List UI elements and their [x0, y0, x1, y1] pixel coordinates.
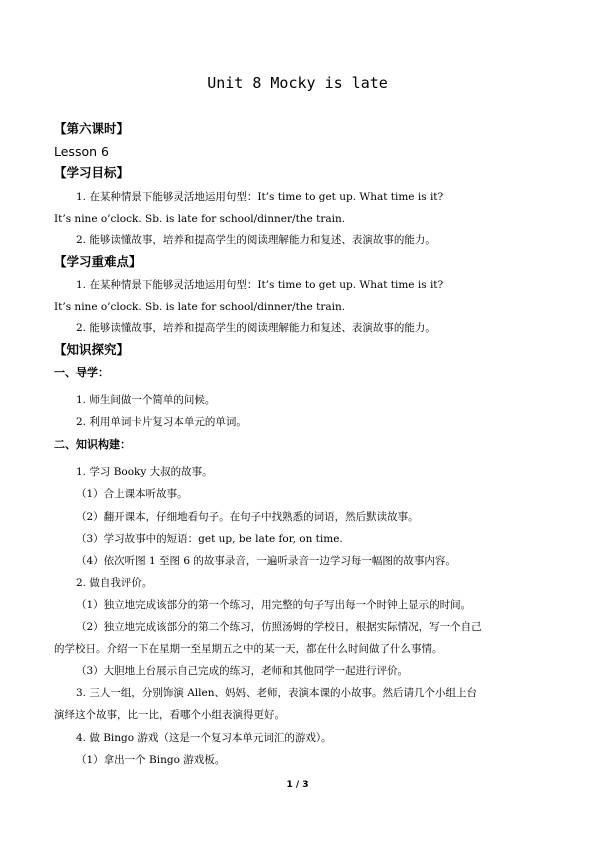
build-line: （1）拿出一个 Bingo 游戏板。	[76, 754, 226, 766]
build-line: 4. 做 Bingo 游戏（这是一个复习本单元词汇的游戏）。	[76, 732, 332, 744]
build-line: 1. 学习 Booky 大叔的故事。	[76, 466, 213, 478]
guide-line: 2. 利用单词卡片复习本单元的单词。	[76, 416, 247, 428]
key-points-heading: 【学习重难点】	[54, 254, 142, 269]
key-point-line: 2. 能够读懂故事，培养和提高学生的阅读理解能力和复述、表演故事的能力。	[76, 322, 436, 334]
key-point-line: 1. 在某种情景下能够灵活地运用句型：It’s time to get up. What time is it?	[76, 279, 444, 291]
document-title: Unit 8 Mocky is late	[207, 74, 388, 92]
goal-line: It’s nine o’clock. Sb. is late for school/dinner/the train.	[54, 213, 346, 225]
build-line: 3. 三人一组，分别饰演 Allen、妈妈、老师，表演本课的小故事。然后请几个小组上台	[76, 687, 477, 699]
page-number: 1 / 3	[286, 780, 309, 790]
build-line: 的学校日。介绍一下在星期一至星期五之中的某一天，都在什么时间做了什么事情。	[54, 643, 443, 655]
build-line: （1）独立地完成该部分的第一个练习，用完整的句子写出每一个时钟上显示的时间。	[76, 599, 472, 611]
build-line: 演绎这个故事，比一比，看哪个小组表演得更好。	[54, 709, 285, 721]
goal-line: 2. 能够读懂故事，培养和提高学生的阅读理解能力和复述、表演故事的能力。	[76, 234, 436, 246]
build-line: （1）合上课本听故事。	[76, 488, 188, 500]
build-line: （3）学习故事中的短语：get up, be late for, on time.	[76, 533, 343, 545]
lesson-label: Lesson 6	[54, 144, 109, 159]
build-heading: 二、知识构建：	[54, 438, 131, 451]
guide-line: 1. 师生间做一个简单的问候。	[76, 394, 216, 406]
goal-line: 1. 在某种情景下能够灵活地运用句型：It’s time to get up. What time is it?	[76, 191, 444, 203]
build-line: 2. 做自我评价。	[76, 577, 153, 589]
goals-heading: 【学习目标】	[54, 165, 130, 180]
build-line: （4）依次听图 1 至图 6 的故事录音，一遍听录音一边学习每一幅图的故事内容。	[76, 555, 456, 567]
build-line: （2）翻开课本，仔细地看句子。在句子中找熟悉的词语，然后默读故事。	[76, 511, 419, 523]
key-point-line: It’s nine o’clock. Sb. is late for school/dinner/the train.	[54, 301, 346, 313]
guide-heading: 一、导学：	[54, 366, 109, 379]
build-line: （2）独立地完成该部分的第二个练习，仿照汤姆的学校日，根据实际情况，写一个自己	[76, 621, 482, 633]
period-heading: 【第六课时】	[54, 121, 130, 136]
explore-heading: 【知识探究】	[54, 342, 130, 357]
build-line: （3）大胆地上台展示自己完成的练习，老师和其他同学一起进行评价。	[76, 665, 409, 677]
